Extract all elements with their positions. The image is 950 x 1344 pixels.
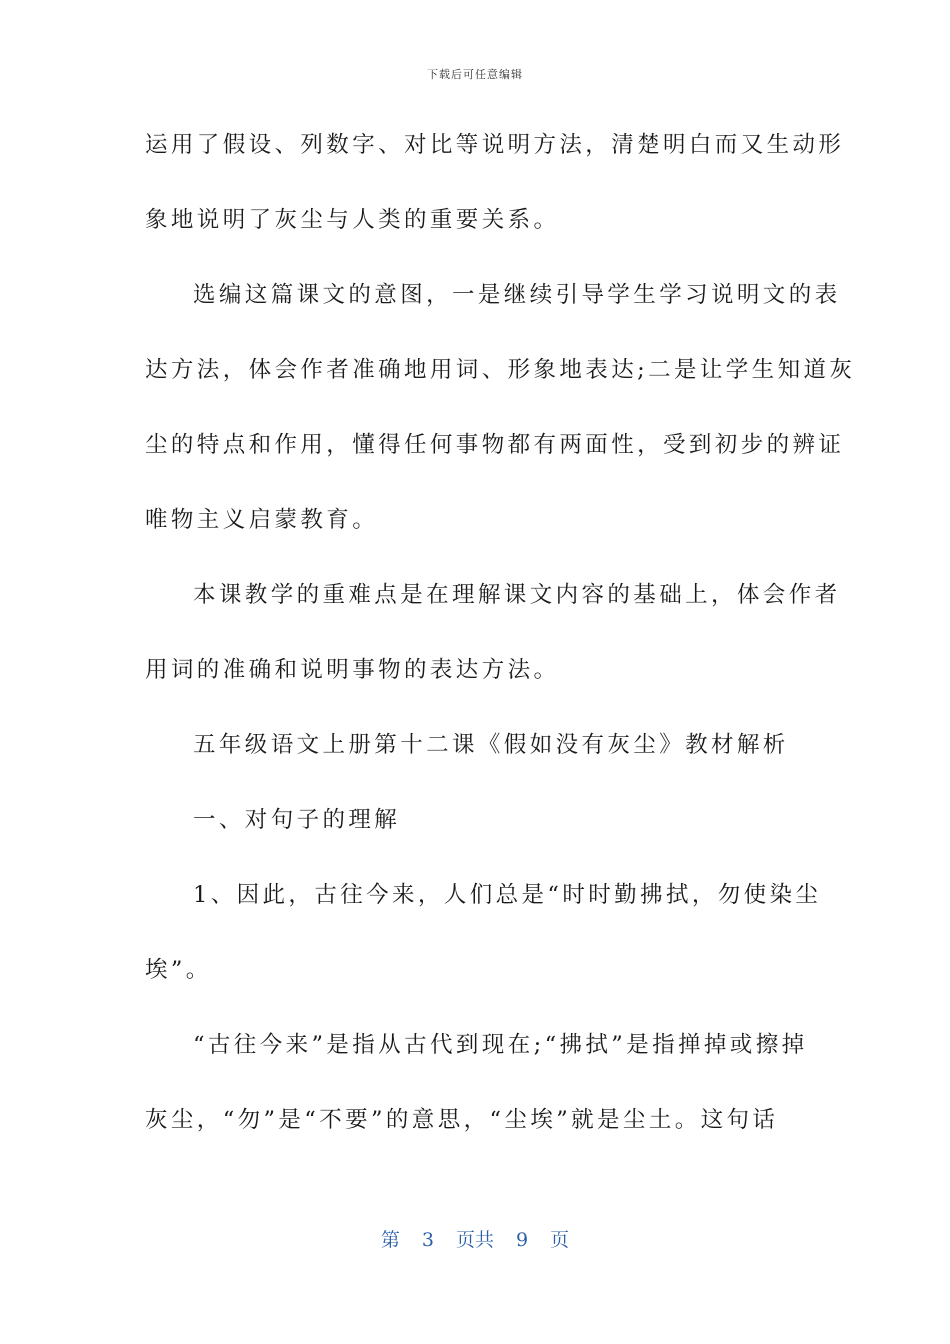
body-line: 用词的准确和说明事物的表达方法。 (145, 657, 560, 683)
section-heading: 一、对句子的理解 (193, 807, 401, 833)
total-pages-number: 9 (516, 1229, 529, 1251)
paragraph-line: 选编这篇课文的意图，一是继续引导学生学习说明文的表 (193, 282, 841, 308)
page-suffix: 页 (550, 1229, 570, 1251)
paragraph-line: 本课教学的重难点是在理解课文内容的基础上，体会作者 (193, 582, 841, 608)
section-title: 五年级语文上册第十二课《假如没有灰尘》教材解析 (193, 732, 789, 758)
page-prefix: 第 (380, 1229, 400, 1251)
body-line: 达方法，体会作者准确地用词、形象地表达;二是让学生知道灰 (145, 357, 856, 383)
header-note: 下载后可任意编辑 (427, 68, 523, 81)
body-line: 灰尘，“勿”是“不要”的意思，“尘埃”就是尘土。这句话 (145, 1107, 779, 1133)
body-line: 唯物主义启蒙教育。 (145, 507, 379, 533)
page-middle: 页共 (455, 1229, 494, 1251)
current-page-number: 3 (421, 1229, 434, 1251)
page-footer (0, 1225, 950, 1252)
body-line: 埃”。 (145, 957, 212, 983)
paragraph-line: “古往今来”是指从古代到现在;“拂拭”是指掸掉或擦掉 (193, 1032, 808, 1058)
body-line: 运用了假设、列数字、对比等说明方法，清楚明白而又生动形 (145, 132, 845, 158)
paragraph-line: 1、因此，古往今来，人们总是“时时勤拂拭，勿使染尘 (193, 882, 822, 908)
body-line: 尘的特点和作用，懂得任何事物都有两面性，受到初步的辨证 (145, 432, 845, 458)
body-line: 象地说明了灰尘与人类的重要关系。 (145, 207, 560, 233)
